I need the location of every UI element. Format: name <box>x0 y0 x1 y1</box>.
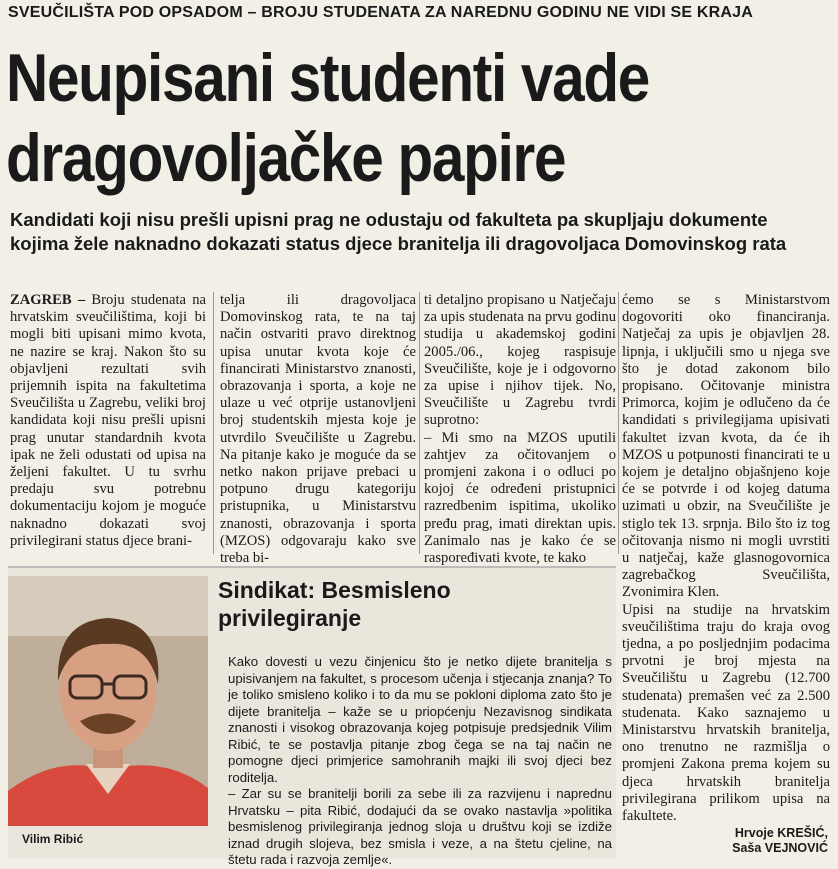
article-text-1: Broju studenata na hrvatskim sveučilištima, koji bi mogli biti upisani mimo kvota, ne nazire se kraj. Nakon što su objavljeni rezultati svih prijemnih ispita na fakultetima Sveučilišta u Zagrebu, veliki broj kandidata koji nisu prešli upisni prag unutar standardnih kvota ipak ne želi odustati od upisa na željeni fakultet. U tu svrhu predaju svu potrebnu dokumentaciju kojom je moguće naknadno dokazati svoj privilegirani status djece brani- <box>10 292 206 549</box>
sidebar-box <box>8 566 616 867</box>
headline <box>6 38 716 198</box>
sidebar-title-line-2: privilegiranje <box>218 605 362 631</box>
headline-line-2: dragovoljačke papire <box>6 120 566 196</box>
byline-author-2: Saša VEJNOVIĆ <box>732 841 828 855</box>
article-column-3: ti detaljno propisano u Natječaju za upis studenata na prvu godinu studija u akademskoj godini 2005./06., kojeg raspisuje Sveučilište, koje je i odgovorno za upise i njihov tijek. No, Sveučilište u Zagrebu tvrdi suprotno: – Mi smo na MZOS uputili zahtjev za očitovanjem o promjeni zakona i o odluci po kojoj će određeni pristupnici razredbenim ispitima, ukoliko pređu prag, imati direktan upis. Zanimalo nas je kako će se raspoređivati kvote, te kako <box>424 292 616 567</box>
column-divider <box>213 292 214 554</box>
photo-caption: Vilim Ribić <box>22 832 84 846</box>
sidebar-body: Kako dovesti u vezu činjenicu što je netko dijete branitelja s upisivanjem na fakultet, s procesom učenja i stjecanja znanja? To je toliko smisleno koliko i to da mu se pokloni diploma zato što je dijete branitelja – kaže se u priopćenju Nezavisnog sindikata znanosti i visokog obrazovanja kojeg potpisuje predsjednik Vilim Ribić, te se postavlja pitanje zbog čega se na taj način ne pomogne djeci primjerice samohranih majki ili svoj djeci bez roditelja. – Zar su se branitelji borili za sebe ili za razvijenu i naprednu Hrvatsku – pita Ribić, dodajući da se ovako nastavlja »politika besmislenog privilegiranja jednog sloja u društvu koji se izdiže iznad drugih slojeva, bez smisla i veze, a na štetu cjeline, na štetu rada i razvoja zemlje«. <box>228 654 612 867</box>
portrait-photo <box>8 576 208 826</box>
kicker: SVEUČILIŠTA POD OPSADOM – BROJU STUDENATA ZA NAREDNU GODINU NE VIDI SE KRAJA <box>8 4 754 21</box>
headline-line-1: Neupisani studenti vade <box>6 40 649 116</box>
byline <box>640 826 828 856</box>
column-divider <box>618 292 619 554</box>
sidebar-title-line-1: Sindikat: Besmisleno <box>218 577 451 603</box>
deck: Kandidati koji nisu prešli upisni prag ne odustaju od fakulteta pa skupljaju dokumente kojima žele naknadno dokazati status djece branitelja ili dragovoljaca Domovinskog rata <box>10 209 787 254</box>
byline-author-1: Hrvoje KREŠIĆ, <box>734 826 828 840</box>
article-column-1 <box>10 292 206 562</box>
article-column-2: telja ili dragovoljaca Domovinskog rata, te na taj način ostvariti pravo direktnog upisa unutar kvota koje će financirati Ministarstvo znanosti, obrazovanja i sporta, a koje ne ulaze u već otprije ustanovljeni broj studentskih mjesta koje je utvrdilo Sveučilište u Zagrebu. Na pitanje kako je moguće da se netko nakon prijave prebaci u potpuno drugu kategoriju pristupnika, u Ministarstvu znanosti, obrazovanja i sporta (MZOS) odgovaraju kako sve treba bi- <box>220 292 416 567</box>
dateline: ZAGREB – <box>10 292 86 308</box>
article-column-4: ćemo se s Ministarstvom dogovoriti oko financiranja. Natječaj za upis je objavljen 28. lipnja, i uključili smo u njega sve što je dotad zakonom bilo propisano. Očitovanje ministra Primorca, kojim je odlučeno da će kandidati s privilegijama upisivati fakultet izvan kvota, da će ih MZOS u potpunosti financirati te u kojem je detaljno objašnjeno koje će se potvrde i od kojeg datuma uzimati u obzir, na Sveučilište je stiglo tek 13. srpnja. Bilo što iz tog očitovanja nismo ni mogli uvrstiti u natječaj, kaže glasnogovornica zagrebačkog Sveučilišta, Zvonimira Klen. Upisi na studije na hrvatskim sveučilištima traju do kraja ovog tjedna, a po posljednjim podacima prvotni je broj mjesta na Sveučilištu u Zagrebu (12.700 studenata) premašen već za 2.500 studenata. Kako saznajemo u Ministarstvu hrvatskih branitelja, ono trenutno ne razmišlja o promjeni Zakona prema kojem su djeca hrvatskih branitelja privilegirana prilikom upisa na fakultete. <box>622 292 830 825</box>
column-divider <box>419 292 420 554</box>
sidebar-title <box>218 576 608 632</box>
